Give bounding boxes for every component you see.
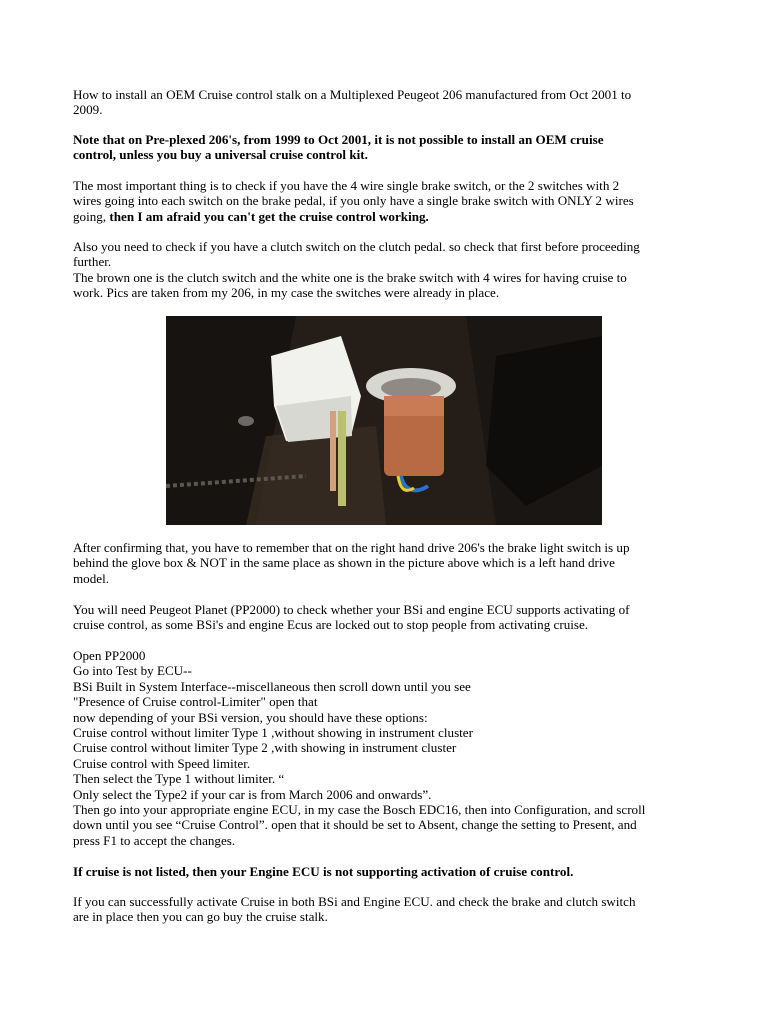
step-line: Then select the Type 1 without limiter. “	[73, 771, 285, 787]
rhd-paragraph	[73, 540, 698, 586]
step-line: "Presence of Cruise control-Limiter" open that	[73, 694, 318, 710]
intro-paragraph	[73, 87, 698, 118]
step-line: down until you see “Cruise Control”. open that it should be set to Absent, change the setting to Present, and	[73, 817, 637, 833]
clutch-switch-paragraph	[73, 239, 698, 301]
rhd-line-2: behind the glove box & NOT in the same place as shown in the picture above which is a left hand drive	[73, 555, 615, 571]
brake-line-3	[73, 209, 698, 224]
warning-paragraph	[73, 864, 698, 879]
step-line: BSi Built in System Interface--miscellaneous then scroll down until you see	[73, 678, 471, 694]
final-line-2: are in place then you can go buy the cruise stalk.	[73, 909, 328, 925]
switch-photo-illustration	[166, 316, 602, 525]
steps-paragraph	[73, 648, 698, 848]
final-line-1: If you can successfully activate Cruise in both BSi and Engine ECU. and check the brake and clutch switch	[73, 894, 636, 909]
step-line: press F1 to accept the changes.	[73, 832, 236, 848]
note-line-1: Note that on Pre-plexed 206's, from 1999 to Oct 2001, it is not possible to install an OEM cruise	[73, 132, 604, 147]
step-line: Cruise control without limiter Type 1 ,without showing in instrument cluster	[73, 725, 473, 741]
step-line: Cruise control with Speed limiter.	[73, 755, 251, 771]
note-line-2: control, unless you buy a universal cruise control kit.	[73, 147, 368, 163]
planet-paragraph	[73, 602, 698, 633]
rhd-line-3: model.	[73, 570, 110, 586]
note-paragraph	[73, 132, 698, 163]
brake-line-3-text: going,	[73, 208, 110, 224]
clutch-line-3: The brown one is the clutch switch and the white one is the brake switch with 4 wires for having cruise to	[73, 269, 627, 285]
ecu-warning: If cruise is not listed, then your Engine ECU is not supporting activation of cruise control.	[73, 864, 574, 879]
step-line: Cruise control without limiter Type 2 ,with showing in instrument cluster	[73, 740, 457, 756]
intro-line-2: 2009.	[73, 102, 103, 118]
rhd-line-1: After confirming that, you have to remember that on the right hand drive 206's the brake light switch is up	[73, 540, 630, 555]
clutch-line-4: work. Pics are taken from my 206, in my case the switches were already in place.	[73, 285, 500, 301]
brake-line-1: The most important thing is to check if you have the 4 wire single brake switch, or the 2 switches with 2	[73, 178, 620, 193]
step-line: Open PP2000	[73, 648, 146, 663]
clutch-line-2: further.	[73, 254, 112, 270]
planet-line-2: cruise control, as some BSi's and engine Ecus are locked out to stop people from activating cruise.	[73, 617, 589, 633]
step-line: Only select the Type2 if your car is from March 2006 and onwards”.	[73, 786, 432, 802]
planet-line-1: You will need Peugeot Planet (PP2000) to check whether your BSi and engine ECU supports activating of	[73, 602, 630, 617]
brake-clutch-switch-photo	[166, 316, 602, 525]
step-line: Go into Test by ECU--	[73, 663, 192, 679]
final-paragraph	[73, 894, 698, 925]
brake-line-2: wires going into each switch on the brake pedal, if you only have a single brake switch with ONLY 2 wires	[73, 193, 634, 209]
intro-line-1: How to install an OEM Cruise control stalk on a Multiplexed Peugeot 206 manufactured from Oct 2001 to	[73, 87, 632, 102]
brake-warning-bold: then I am afraid you can't get the cruise control working.	[109, 208, 429, 224]
clutch-line-1: Also you need to check if you have a clutch switch on the clutch pedal. so check that first before proceeding	[73, 239, 640, 254]
brake-switch-paragraph	[73, 178, 698, 224]
step-line: now depending of your BSi version, you should have these options:	[73, 709, 428, 725]
step-line: Then go into your appropriate engine ECU, in my case the Bosch EDC16, then into Configuration, and scroll	[73, 802, 646, 818]
